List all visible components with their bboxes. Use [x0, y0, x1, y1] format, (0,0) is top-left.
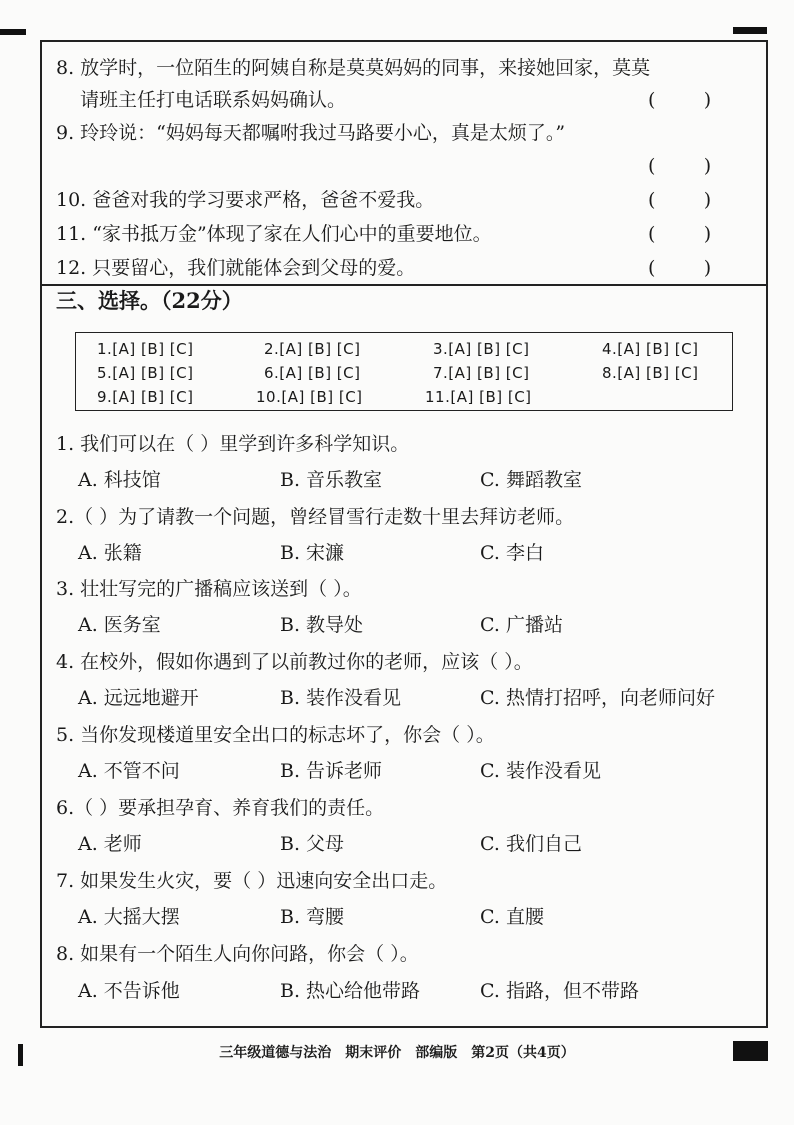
question-1-option-a[interactable]: A. 科技馆 — [78, 469, 161, 491]
section-three-title: 三、选择。（22分） — [56, 288, 243, 313]
question-7-stem: 7. 如果发生火灾，要（ ）迅速向安全出口走。 — [56, 870, 448, 892]
judgment-item-9-text: 9. 玲玲说：“妈妈每天都嘱咐我过马路要小心，真是太烦了。” — [56, 122, 566, 144]
answer-cell-1[interactable]: 1.[A] [B] [C] — [97, 340, 194, 358]
question-8-stem: 8. 如果有一个陌生人向你问路，你会（ ）。 — [56, 943, 419, 965]
question-3-option-b[interactable]: B. 教导处 — [280, 614, 364, 636]
answer-cell-11[interactable]: 11.[A] [B] [C] — [425, 388, 532, 406]
judgment-item-10-answer-blank[interactable]: ( ) — [648, 189, 712, 211]
question-4-option-a[interactable]: A. 远远地避开 — [78, 687, 199, 709]
judgment-item-9-answer-blank[interactable]: ( ) — [648, 155, 712, 177]
answer-cell-5[interactable]: 5.[A] [B] [C] — [97, 364, 194, 382]
section-divider — [40, 284, 768, 286]
answer-cell-6[interactable]: 6.[A] [B] [C] — [264, 364, 361, 382]
registration-mark-top-right — [733, 27, 767, 34]
answer-cell-2[interactable]: 2.[A] [B] [C] — [264, 340, 361, 358]
question-1-option-b[interactable]: B. 音乐教室 — [280, 469, 383, 491]
question-6-stem: 6.（ ）要承担孕育、养育我们的责任。 — [56, 797, 385, 819]
question-5-stem: 5. 当你发现楼道里安全出口的标志坏了，你会（ ）。 — [56, 724, 495, 746]
question-4-option-b[interactable]: B. 装作没看见 — [280, 687, 402, 709]
question-5-option-b[interactable]: B. 告诉老师 — [280, 760, 383, 782]
question-2-option-b[interactable]: B. 宋濂 — [280, 542, 345, 564]
judgment-item-10-text: 10. 爸爸对我的学习要求严格，爸爸不爱我。 — [56, 189, 435, 211]
question-2-option-a[interactable]: A. 张籍 — [78, 542, 142, 564]
answer-cell-3[interactable]: 3.[A] [B] [C] — [433, 340, 530, 358]
question-2-stem: 2.（ ）为了请教一个问题，曾经冒雪行走数十里去拜访老师。 — [56, 506, 575, 528]
question-5-option-a[interactable]: A. 不管不问 — [78, 760, 180, 782]
question-7-option-b[interactable]: B. 弯腰 — [280, 906, 345, 928]
question-3-option-c[interactable]: C. 广播站 — [480, 614, 563, 636]
judgment-item-12-text: 12. 只要留心，我们就能体会到父母的爱。 — [56, 257, 416, 279]
answer-cell-7[interactable]: 7.[A] [B] [C] — [433, 364, 530, 382]
question-7-option-c[interactable]: C. 直腰 — [480, 906, 544, 928]
answer-cell-9[interactable]: 9.[A] [B] [C] — [97, 388, 194, 406]
judgment-item-8-answer-blank[interactable]: ( ) — [648, 89, 712, 111]
judgment-item-8-text: 8. 放学时，一位陌生的阿姨自称是莫莫妈妈的同事，来接她回家，莫莫 — [56, 57, 651, 79]
registration-mark-top-left — [0, 29, 26, 35]
question-6-option-a[interactable]: A. 老师 — [78, 833, 142, 855]
answer-cell-4[interactable]: 4.[A] [B] [C] — [602, 340, 699, 358]
question-3-stem: 3. 壮壮写完的广播稿应该送到（ ）。 — [56, 578, 362, 600]
question-3-option-a[interactable]: A. 医务室 — [78, 614, 161, 636]
judgment-item-11-answer-blank[interactable]: ( ) — [648, 223, 712, 245]
question-6-option-b[interactable]: B. 父母 — [280, 833, 345, 855]
question-7-option-a[interactable]: A. 大摇大摆 — [78, 906, 180, 928]
answer-cell-10[interactable]: 10.[A] [B] [C] — [256, 388, 363, 406]
judgment-item-8-text-cont: 请班主任打电话联系妈妈确认。 — [80, 89, 347, 111]
question-4-stem: 4. 在校外，假如你遇到了以前教过你的老师，应该（ ）。 — [56, 651, 533, 673]
question-2-option-c[interactable]: C. 李白 — [480, 542, 544, 564]
judgment-item-11-text: 11. “家书抵万金”体现了家在人们心中的重要地位。 — [56, 223, 492, 245]
question-6-option-c[interactable]: C. 我们自己 — [480, 833, 582, 855]
answer-cell-8[interactable]: 8.[A] [B] [C] — [602, 364, 699, 382]
question-5-option-c[interactable]: C. 装作没看见 — [480, 760, 601, 782]
judgment-item-12-answer-blank[interactable]: ( ) — [648, 257, 712, 279]
question-8-option-c[interactable]: C. 指路，但不带路 — [480, 980, 639, 1002]
question-1-option-c[interactable]: C. 舞蹈教室 — [480, 469, 582, 491]
question-4-option-c[interactable]: C. 热情打招呼，向老师问好 — [480, 687, 715, 709]
question-1-stem: 1. 我们可以在（ ）里学到许多科学知识。 — [56, 433, 410, 455]
question-8-option-a[interactable]: A. 不告诉他 — [78, 980, 180, 1002]
question-8-option-b[interactable]: B. 热心给他带路 — [280, 980, 421, 1002]
page-footer: 三年级道德与法治 期末评价 部编版 第2页（共4页） — [219, 1045, 575, 1061]
